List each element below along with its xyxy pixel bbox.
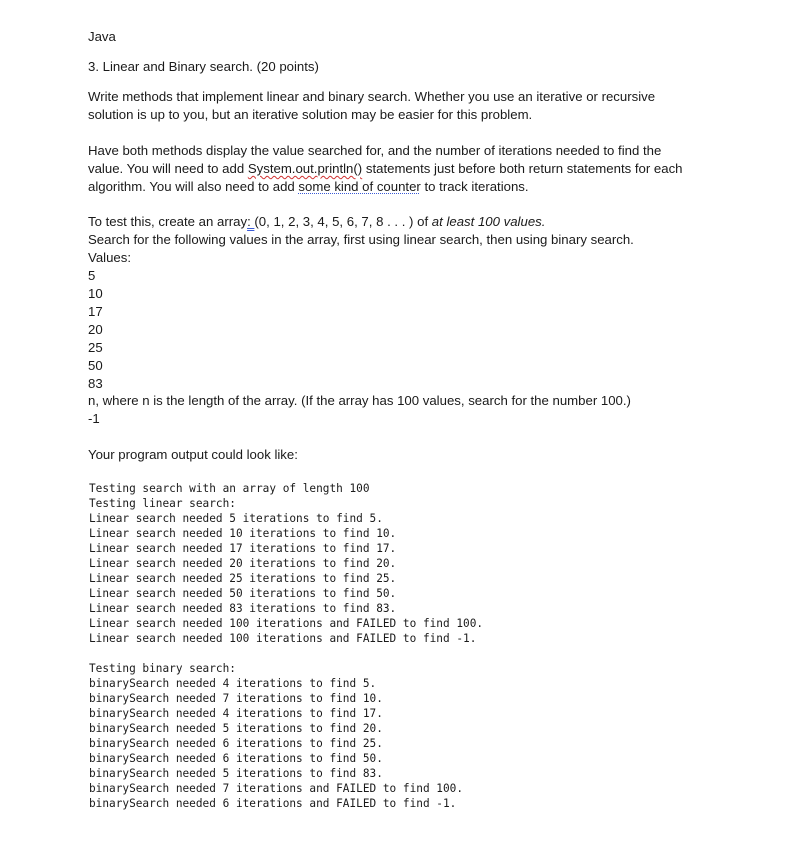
output-line: Linear search needed 5 iterations to find 5. [89,512,383,525]
output-line: binarySearch needed 7 iterations and FAILED to find 100. [89,782,464,795]
output-line: binarySearch needed 4 iterations to find 17. [89,707,383,720]
para2-line1: Have both methods display the value searched for, and the number of iterations needed to find the [88,143,662,158]
spellcheck-code-term: System.out.println() [247,161,363,176]
para2-line3-post: to track iterations. [420,179,529,194]
output-line: binarySearch needed 4 iterations to find 5. [89,677,377,690]
value-item: 20 [88,322,103,337]
value-item: 25 [88,340,103,355]
output-line: Testing search with an array of length 100 [89,482,370,495]
question-title: 3. Linear and Binary search. (20 points) [88,59,319,74]
grammar-flag-colon: : [247,214,255,229]
output-line: Linear search needed 83 iterations to find 83. [89,602,397,615]
value-item: 50 [88,358,103,373]
output-line: binarySearch needed 6 iterations to find 25. [89,737,383,750]
value-item: 83 [88,376,103,391]
test-array: (0, 1, 2, 3, 4, 5, 6, 7, 8 . . . ) [254,214,414,229]
output-intro: Your program output could look like: [88,447,298,462]
test-of: of [413,214,432,229]
test-pre: To test this, create an array [88,214,248,229]
value-item: n, where n is the length of the array. (If the array has 100 values, search for the number 100.) [88,393,631,408]
para1-line2: solution is up to you, but an iterative solution may be easier for this problem. [88,107,533,122]
value-item: 10 [88,286,103,301]
output-line: Linear search needed 10 iterations to find 10. [89,527,397,540]
output-line: Linear search needed 100 iterations and FAILED to find -1. [89,632,477,645]
doc-heading: Java [88,29,116,44]
output-line: binarySearch needed 6 iterations to find 50. [89,752,383,765]
para2-line2-post: statements just before both return statements for each [362,161,683,176]
output-line: binarySearch needed 6 iterations and FAILED to find -1. [89,797,457,810]
output-line: Linear search needed 50 iterations to find 50. [89,587,397,600]
output-line: Linear search needed 20 iterations to find 20. [89,557,397,570]
test-line [88,213,545,231]
output-line: binarySearch needed 5 iterations to find 83. [89,767,383,780]
output-line: binarySearch needed 7 iterations to find 10. [89,692,383,705]
value-item: 5 [88,268,96,283]
output-line: binarySearch needed 5 iterations to find 20. [89,722,383,735]
output-line: Linear search needed 100 iterations and FAILED to find 100. [89,617,484,630]
search-instructions: Search for the following values in the array, first using linear search, then using binary search. [88,232,634,247]
para2-line3 [88,178,529,196]
para2-line2 [88,160,683,178]
output-line: Testing linear search: [89,497,236,510]
output-line: Testing binary search: [89,662,236,675]
para2-line2-pre: value. You will need to add [88,161,248,176]
value-item: -1 [88,411,100,426]
test-italic: at least 100 values. [431,214,546,229]
output-line: Linear search needed 17 iterations to find 17. [89,542,397,555]
output-line: Linear search needed 25 iterations to find 25. [89,572,397,585]
values-label: Values: [88,250,132,265]
value-item: 17 [88,304,103,319]
para1-line1: Write methods that implement linear and binary search. Whether you use an iterative or recursive [88,89,656,104]
grammar-flag-phrase: some kind of counter [298,179,421,194]
para2-line3-pre: algorithm. You will also need to add [88,179,299,194]
